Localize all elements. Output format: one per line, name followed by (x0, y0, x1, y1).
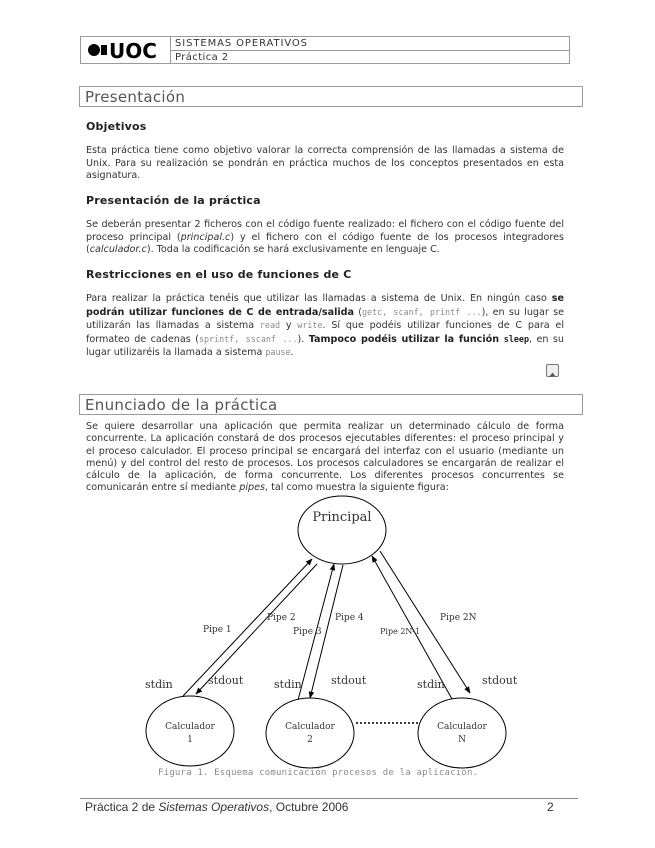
calculador-1-number: 1 (187, 735, 193, 745)
pipe-2n-1-label: Pipe 2N-1 (380, 627, 421, 636)
pipe-2-label: Pipe 2 (267, 613, 296, 623)
course-title: SISTEMAS OPERATIVOS (175, 38, 308, 49)
logo-text: UOC (109, 39, 157, 63)
principal-label: Principal (312, 510, 372, 525)
calculador-2-node (266, 698, 354, 768)
pipe-2n-label: Pipe 2N (440, 613, 477, 623)
stdin-1-label: stdin (145, 678, 173, 691)
code-pause: pause (265, 347, 291, 357)
section-title-enunciado: Enunciado de la práctica (79, 394, 583, 415)
principal-filename: principal.c (180, 231, 231, 243)
pipe-3-label: Pipe 3 (293, 627, 322, 637)
enunciado-paragraph: Se quiere desarrollar una aplicación que permita realizar un determinado cálculo de forma concurrente. La aplicación constará de dos procesos ejecutables diferentes: el proceso principal y el proceso calculador. El proceso principal se encargará del interfaz con el usuario (mediante un menú) y del control del resto de procesos. Los procesos calculadores se encargarán de realizar el cálculo de la aplicación, de forma concurrente. Los diferentes procesos concurrentes se comunicarán entre sí mediante pipes, tal como muestra la siguiente figura: (86, 421, 564, 494)
stdout-n-label: stdout (482, 674, 518, 687)
calculador-n-label: Calculador (437, 722, 487, 732)
principal-node (298, 496, 386, 564)
pipe-4-label: Pipe 4 (335, 613, 364, 623)
calculador-n-number: N (458, 735, 466, 745)
code-io-functions: getc, scanf, printf ... (361, 306, 482, 317)
stdout-1-label: stdout (208, 674, 244, 687)
section-title-presentacion: Presentación (79, 86, 583, 107)
pipe-1-label: Pipe 1 (203, 625, 232, 635)
footer-divider (80, 798, 578, 799)
footer-text: Práctica 2 de Sistemas Operativos, Octubre 2006 (85, 800, 349, 814)
code-sleep: sleep (503, 333, 530, 344)
presentacion-practica-paragraph: Se deberán presentar 2 ficheros con el código fuente realizado: el fichero con el código fuente del proceso principal (principal.c) y el fichero con el código fuente de los procesos integradores (calculador.c). Toda la codificación se hará exclusivamente en lenguaje C. (86, 219, 565, 255)
calculador-filename: calculador.c (89, 244, 147, 255)
code-read: read (259, 320, 281, 330)
objetivos-paragraph: Esta práctica tiene como objetivo valorar la correcta comprensión de las llamadas a sistema de Unix. Para su realización se pondrán en práctica muchos de los conceptos presentados en esta asignatura. (86, 145, 564, 181)
code-write: write (297, 320, 323, 330)
footer-course: Sistemas Operativos (158, 800, 270, 814)
stdin-n-label: stdin (417, 678, 445, 691)
calculador-n-node (418, 698, 506, 768)
stdin-2-label: stdin (274, 678, 302, 691)
code-format-functions: sprintf, sscanf ... (198, 333, 298, 344)
practice-subtitle: Práctica 2 (175, 52, 229, 63)
stdout-2-label: stdout (331, 674, 367, 687)
calculador-2-number: 2 (307, 735, 313, 745)
calculador-1-label: Calculador (165, 722, 215, 732)
page-number: 2 (547, 800, 554, 814)
figure-caption: Figura 1. Esquema comunicación procesos de la aplicación. (158, 768, 479, 778)
presentacion-practica-heading: Presentación de la práctica (86, 194, 261, 207)
objetivos-heading: Objetivos (86, 120, 147, 133)
restricciones-paragraph: Para realizar la práctica tenéis que utilizar las llamadas a sistema de Unix. En ningún caso se podrán utilizar funciones de C de entrada/salida (getc, scanf, printf ...), en su lugar se utilizarán las llamadas a sistema read y write. Sí que podéis utilizar funciones de C para el formateo de cadenas (sprintf, sscanf ...). Tampoco podéis utilizar la función sleep, en su lugar utilizaréis la llamada a sistema pause. (86, 293, 564, 358)
calculador-2-label: Calculador (285, 722, 335, 732)
pipes-term: pipes (239, 482, 265, 494)
restricciones-heading: Restricciones en el uso de funciones de C (86, 268, 352, 281)
